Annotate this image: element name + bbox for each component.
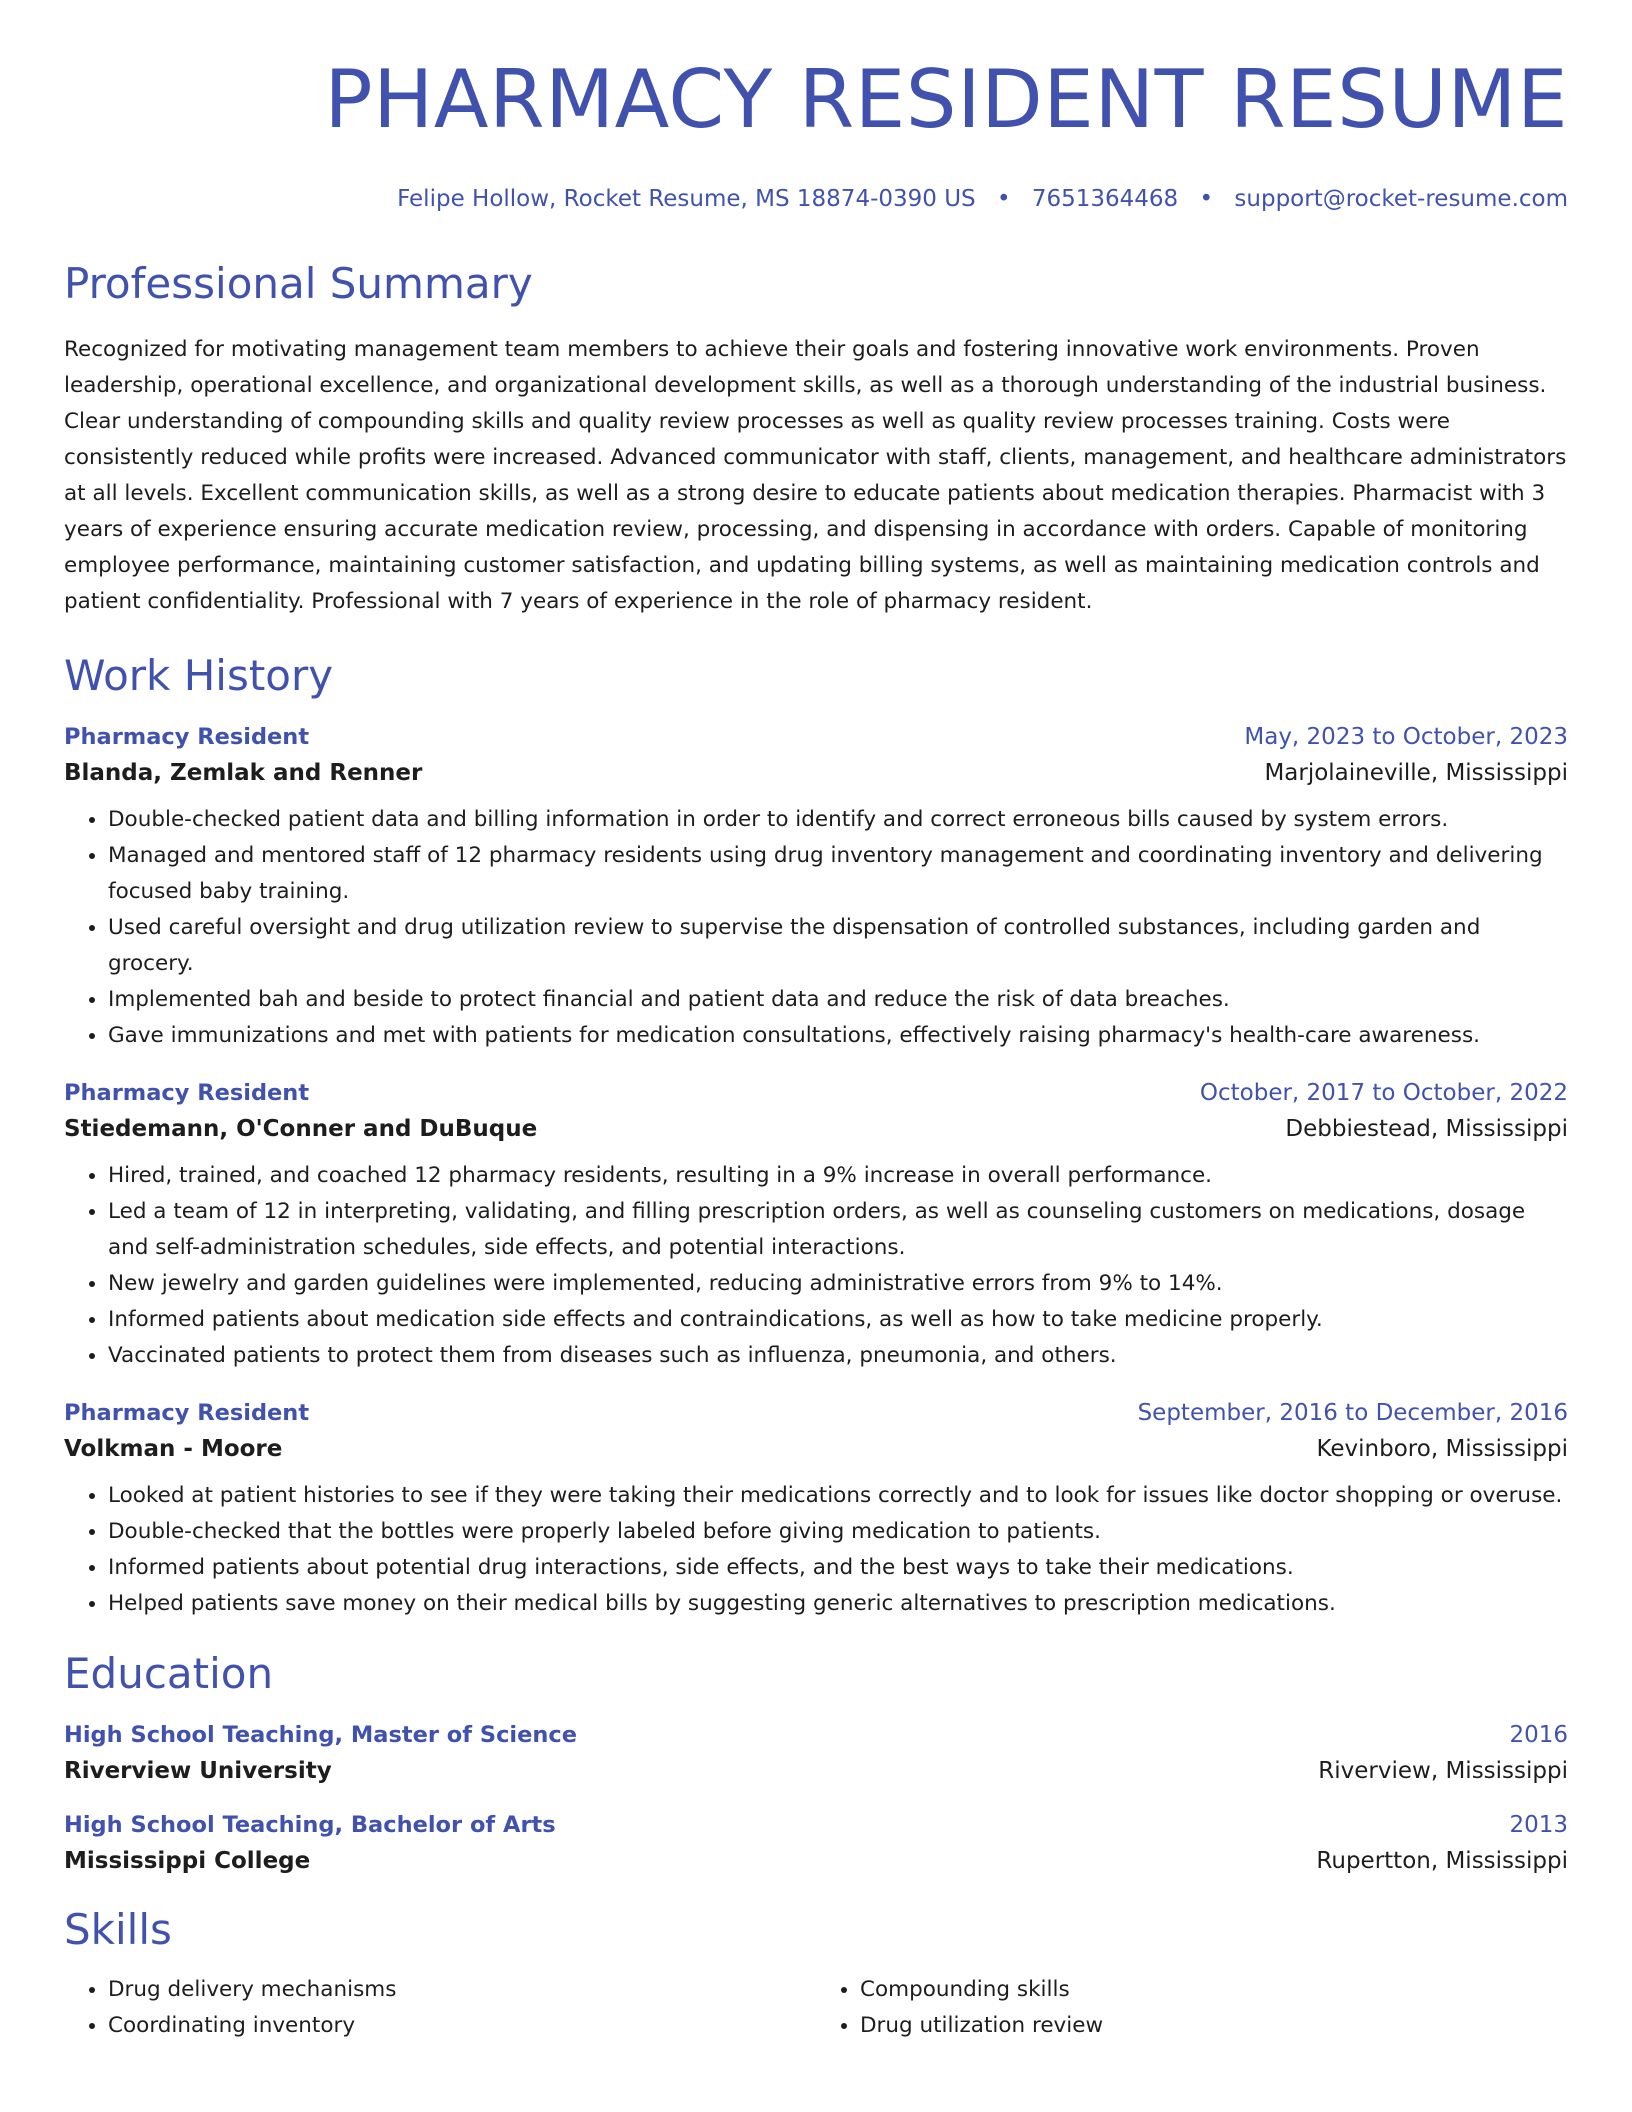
job-dates: May, 2023 to October, 2023	[1244, 724, 1568, 750]
job-location: Kevinboro, Mississippi	[1316, 1436, 1568, 1462]
summary-text: Recognized for motivating management team members to achieve their goals and fostering innovative work environments. Proven leadership, operational excellence, and organizational development skills, as well as a thorough understanding of the industrial business. Clear understanding of compounding skills and quality review processes as well as quality review processes training. Costs were consistently reduced while profits were increased. Advanced communicator with staff, clients, management, and healthcare administrators at all levels. Excellent communication skills, as well as a strong desire to educate patients about medication therapies. Pharmacist with 3 years of experience ensuring accurate medication review, processing, and dispensing in accordance with orders. Capable of monitoring employee performance, maintaining customer satisfaction, and updating billing systems, as well as maintaining medication controls and patient confidentiality. Professional with 7 years of experience in the role of pharmacy resident.	[64, 337, 1567, 614]
job-bullet: • Hired, trained, and coached 12 pharmacy residents, resulting in a 9% increase in overall performance.	[108, 1158, 1568, 1194]
skills-heading: Skills	[64, 1905, 172, 1954]
work-history-list	[64, 724, 1568, 1622]
skill-item: • Coordinating inventory	[108, 2008, 816, 2044]
summary-heading: Professional Summary	[64, 259, 533, 308]
job-entry	[64, 1400, 1568, 1622]
skills-grid	[64, 1972, 1568, 2044]
job-location: Debbiestead, Mississippi	[1285, 1116, 1568, 1142]
work-history-heading: Work History	[64, 651, 334, 700]
job-bullet: • New jewelry and garden guidelines were implemented, reducing administrative errors from 9% to 14%.	[108, 1266, 1568, 1302]
job-bullet: • Implemented bah and beside to protect financial and patient data and reduce the risk of data breaches.	[108, 982, 1568, 1018]
skills-column-left	[64, 1972, 816, 2044]
education-degree: High School Teaching, Master of Science	[64, 1722, 578, 1748]
job-entry	[64, 724, 1568, 1054]
job-bullet: • Led a team of 12 in interpreting, validating, and filling prescription orders, as well as counseling customers on medications, dosage and self-administration schedules, side effects, and potential interactions.	[108, 1194, 1568, 1266]
skill-item: • Compounding skills	[860, 1972, 1568, 2008]
education-heading: Education	[64, 1649, 274, 1698]
education-entry	[64, 1812, 1568, 1874]
job-bullet: • Gave immunizations and met with patients for medication consultations, effectively raising pharmacy's health-care awareness.	[108, 1018, 1568, 1054]
education-year: 2016	[1509, 1722, 1568, 1748]
job-bullet: • Managed and mentored staff of 12 pharmacy residents using drug inventory management and coordinating inventory and delivering focused baby training.	[108, 838, 1568, 910]
resume-title: PHARMACY RESIDENT RESUME	[324, 53, 1568, 146]
job-bullet: • Informed patients about potential drug interactions, side effects, and the best ways to take their medications.	[108, 1550, 1568, 1586]
job-role: Pharmacy Resident	[64, 1400, 310, 1426]
job-dates: October, 2017 to October, 2022	[1199, 1080, 1568, 1106]
skill-item: • Drug delivery mechanisms	[108, 1972, 816, 2008]
job-location: Marjolaineville, Mississippi	[1264, 760, 1568, 786]
skills-column-right	[816, 1972, 1568, 2044]
job-bullet: • Looked at patient histories to see if they were taking their medications correctly and to look for issues like doctor shopping or overuse.	[108, 1478, 1568, 1514]
job-entry	[64, 1080, 1568, 1374]
job-bullets	[64, 1478, 1568, 1622]
job-company: Stiedemann, O'Conner and DuBuque	[64, 1116, 538, 1142]
job-bullet: • Informed patients about medication side effects and contraindications, as well as how to take medicine properly.	[108, 1302, 1568, 1338]
skill-item: • Drug utilization review	[860, 2008, 1568, 2044]
education-school: Riverview University	[64, 1758, 332, 1784]
education-location: Rupertton, Mississippi	[1316, 1848, 1568, 1874]
job-bullets	[64, 802, 1568, 1054]
job-bullet: • Vaccinated patients to protect them from diseases such as influenza, pneumonia, and others.	[108, 1338, 1568, 1374]
job-bullet: • Double-checked patient data and billing information in order to identify and correct erroneous bills caused by system errors.	[108, 802, 1568, 838]
contact-email: support@rocket-resume.com	[1234, 186, 1568, 212]
job-bullet: • Used careful oversight and drug utilization review to supervise the dispensation of controlled substances, including garden and grocery.	[108, 910, 1568, 982]
education-school: Mississippi College	[64, 1848, 311, 1874]
contact-separator: •	[1199, 186, 1214, 212]
job-role: Pharmacy Resident	[64, 724, 310, 750]
contact-phone: 7651364468	[1031, 186, 1179, 212]
contact-separator: •	[996, 186, 1011, 212]
education-degree: High School Teaching, Bachelor of Arts	[64, 1812, 556, 1838]
job-company: Blanda, Zemlak and Renner	[64, 760, 423, 786]
job-dates: September, 2016 to December, 2016	[1137, 1400, 1568, 1426]
job-bullets	[64, 1158, 1568, 1374]
job-bullet: • Helped patients save money on their medical bills by suggesting generic alternatives to prescription medications.	[108, 1586, 1568, 1622]
job-role: Pharmacy Resident	[64, 1080, 310, 1106]
education-entry	[64, 1722, 1568, 1784]
education-location: Riverview, Mississippi	[1318, 1758, 1568, 1784]
contact-line	[64, 184, 1568, 214]
education-year: 2013	[1509, 1812, 1568, 1838]
job-company: Volkman - Moore	[64, 1436, 283, 1462]
contact-address: Felipe Hollow, Rocket Resume, MS 18874-0390 US	[397, 186, 976, 212]
job-bullet: • Double-checked that the bottles were properly labeled before giving medication to patients.	[108, 1514, 1568, 1550]
